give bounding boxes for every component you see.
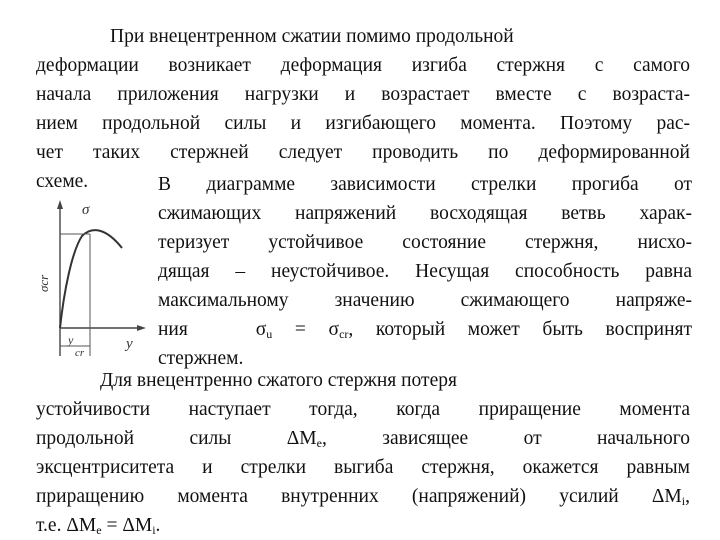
delta-m-symbol: $\Delta M_i$.	[122, 515, 161, 537]
text-fragment: силы	[189, 428, 232, 449]
y-axis-arrow	[57, 200, 63, 209]
x-axis-arrow	[137, 325, 146, 331]
equals-sign: =	[294, 319, 306, 340]
text-line: дящая – неустойчивое. Несущая способность равна	[158, 261, 692, 282]
text-line: нием продольной силы и изгибающего момента. Поэтому рас-	[36, 113, 690, 134]
deflection-curve	[60, 230, 122, 328]
text-line: теризует устойчивое состояние стержня, нисхо-	[158, 232, 692, 253]
text-line: эксцентриситета и стрелки выгиба стержня, окажется равным	[36, 457, 690, 478]
delta-m-symbol: $\Delta M_e$,	[286, 428, 327, 450]
subscript: cr	[339, 327, 349, 341]
text-line: Для внецентренно сжатого стержня потеря	[100, 370, 457, 391]
text-line: устойчивости наступает тогда, когда приращение момента	[36, 399, 690, 420]
text-line: При внецентренном сжатии помимо продольной	[110, 26, 514, 47]
equals-sign: =	[106, 515, 118, 536]
text-line	[36, 511, 160, 540]
text-line: максимальному значению сжимающего напряже-	[158, 290, 692, 311]
text-line	[36, 424, 690, 453]
text-fragment: ния	[158, 319, 188, 340]
text-line: начала приложения нагрузки и возрастает вместе с возраста-	[36, 84, 690, 105]
text-fragment: , который может быть воспринят	[348, 319, 692, 340]
text-line: схеме.	[36, 171, 89, 192]
text-line: чет таких стержней следует проводить по деформированной	[36, 142, 690, 163]
ycr-sub-label: cr	[75, 347, 85, 359]
delta-m-symbol: $\Delta M_i$,	[651, 486, 690, 508]
text-line	[36, 482, 690, 511]
stress-deflection-diagram	[22, 196, 152, 366]
y-axis-label: σ	[82, 202, 90, 218]
text-line	[158, 315, 692, 344]
text-fragment: от	[523, 428, 542, 449]
text-fragment: зависящее	[382, 428, 469, 449]
text-line: деформации возникает деформация изгиба стержня с самого	[36, 55, 690, 76]
text-line: стержнем.	[158, 348, 244, 369]
sigma-symbol: σ	[328, 319, 340, 340]
text-fragment: приращению момента внутренних (напряжений) усилий	[36, 486, 619, 507]
text-fragment: продольной	[36, 428, 135, 449]
x-axis-label: y	[126, 336, 133, 352]
delta-m-symbol: $\Delta M_e$	[66, 515, 102, 537]
ycr-label: y	[68, 333, 74, 347]
sigma-symbol: σ	[255, 319, 267, 340]
sigma-cr-label: σcr	[36, 274, 51, 292]
text-line: сжимающих напряжений восходящая ветвь харак-	[158, 203, 692, 224]
subscript: u	[266, 327, 273, 341]
text-fragment: начального	[597, 428, 690, 449]
text-line: В диаграмме зависимости стрелки прогиба от	[158, 174, 692, 195]
text-fragment: т.е.	[36, 515, 62, 536]
